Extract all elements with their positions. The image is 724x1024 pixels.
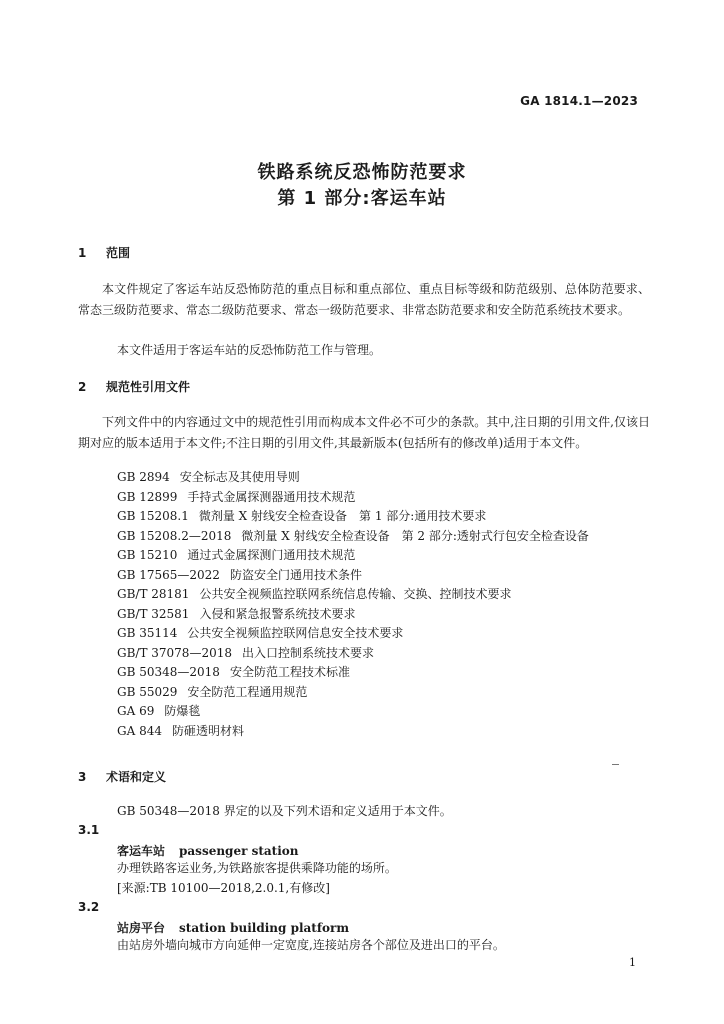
reference-item xyxy=(117,683,589,703)
reference-code: GB/T 28181 xyxy=(117,587,190,601)
reference-item xyxy=(117,527,589,547)
reference-item xyxy=(117,605,589,625)
reference-title: 微剂量 X 射线安全检查设备 第 2 部分:透射式行包安全检查设备 xyxy=(241,528,589,543)
reference-code: GB 35114 xyxy=(117,626,178,640)
reference-code: GB/T 32581 xyxy=(117,606,190,621)
section-3-intro: GB 50348—2018 界定的以及下列术语和定义适用于本文件。 xyxy=(117,804,452,818)
section-title: 术语和定义 xyxy=(106,770,167,784)
reference-item xyxy=(117,702,589,722)
reference-code: GB 15208.1 xyxy=(117,509,189,523)
reference-code: GA 69 xyxy=(117,704,155,718)
section-title: 范围 xyxy=(106,246,131,260)
reference-title: 防盗安全门通用技术条件 xyxy=(229,567,362,582)
term-chinese: 客运车站 xyxy=(117,844,166,858)
reference-item xyxy=(117,624,589,644)
reference-code: GB 15210 xyxy=(117,548,178,562)
term-english: passenger station xyxy=(179,844,299,858)
document-subtitle: 第 1 部分:客运车站 xyxy=(277,188,447,209)
term-heading xyxy=(117,842,298,859)
standard-code: GA 1814.1—2023 xyxy=(520,94,638,108)
section-1-paragraph-2: 本文件适用于客运车站的反恐怖防范工作与管理。 xyxy=(117,343,382,357)
reference-code: GB 2894 xyxy=(117,470,170,484)
reference-code: GB 15208.2—2018 xyxy=(117,528,232,543)
term-source: [来源:TB 10100—2018,2.0.1,有修改] xyxy=(117,881,330,895)
reference-item xyxy=(117,488,589,508)
section-title: 规范性引用文件 xyxy=(106,380,191,394)
reference-title: 防爆毯 xyxy=(164,704,201,718)
section-2-heading xyxy=(78,378,190,395)
reference-code: GB 50348—2018 xyxy=(117,665,220,679)
term-heading xyxy=(117,919,349,936)
reference-item xyxy=(117,722,589,742)
reference-title: 安全标志及其使用导则 xyxy=(179,470,300,484)
term-definition: 由站房外墙向城市方向延伸一定宽度,连接站房各个部位及进出口的平台。 xyxy=(117,938,505,952)
reference-code: GA 844 xyxy=(117,723,162,738)
reference-item xyxy=(117,468,589,488)
term-number: 3.2 xyxy=(78,900,100,914)
term-english: station building platform xyxy=(179,921,350,935)
reference-code: GB 12899 xyxy=(117,489,178,504)
reference-code: GB/T 37078—2018 xyxy=(117,645,232,660)
term-chinese: 站房平台 xyxy=(117,921,166,935)
section-number: 3 xyxy=(78,770,87,784)
page-number: 1 xyxy=(629,956,636,969)
reference-title: 微剂量 X 射线安全检查设备 第 1 部分:通用技术要求 xyxy=(198,509,487,523)
reference-title: 安全防范工程技术标准 xyxy=(229,665,350,679)
reference-item xyxy=(117,663,589,683)
reference-item xyxy=(117,507,589,527)
reference-code: GB 55029 xyxy=(117,684,178,699)
normative-references-list xyxy=(117,468,589,741)
reference-title: 安全防范工程通用规范 xyxy=(187,684,308,699)
reference-code: GB 17565—2022 xyxy=(117,567,220,582)
term-definition: 办理铁路客运业务,为铁路旅客提供乘降功能的场所。 xyxy=(117,861,397,875)
scan-mark xyxy=(612,764,619,765)
document-title: 铁路系统反恐怖防范要求 xyxy=(257,162,467,183)
reference-title: 通过式金属探测门通用技术规范 xyxy=(187,548,356,562)
term-number: 3.1 xyxy=(78,823,100,837)
reference-title: 入侵和紧急报警系统技术要求 xyxy=(199,606,356,621)
reference-item xyxy=(117,644,589,664)
reference-item xyxy=(117,585,589,605)
reference-item xyxy=(117,546,589,566)
section-2-intro: 下列文件中的内容通过文中的规范性引用而构成本文件必不可少的条款。其中,注日期的引用文件,仅该日期对应的版本适用于本文件;不注日期的引用文件,其最新版本(包括所有的修改单)适用于本文件。 xyxy=(78,415,650,450)
section-number: 1 xyxy=(78,246,87,260)
reference-title: 公共安全视频监控联网系统信息传输、交换、控制技术要求 xyxy=(199,587,512,601)
section-1-heading xyxy=(78,244,130,261)
reference-title: 防砸透明材料 xyxy=(171,723,244,738)
section-3-heading xyxy=(78,768,166,785)
reference-item xyxy=(117,566,589,586)
section-number: 2 xyxy=(78,380,87,394)
reference-title: 手持式金属探测器通用技术规范 xyxy=(187,489,356,504)
section-1-paragraph-1: 本文件规定了客运车站反恐怖防范的重点目标和重点部位、重点目标等级和防范级别、总体防范要求、常态三级防范要求、常态二级防范要求、常态一级防范要求、非常态防范要求和安全防范系统技术要求。 xyxy=(78,282,650,317)
reference-title: 公共安全视频监控联网信息安全技术要求 xyxy=(187,626,404,640)
reference-title: 出入口控制系统技术要求 xyxy=(241,645,374,660)
